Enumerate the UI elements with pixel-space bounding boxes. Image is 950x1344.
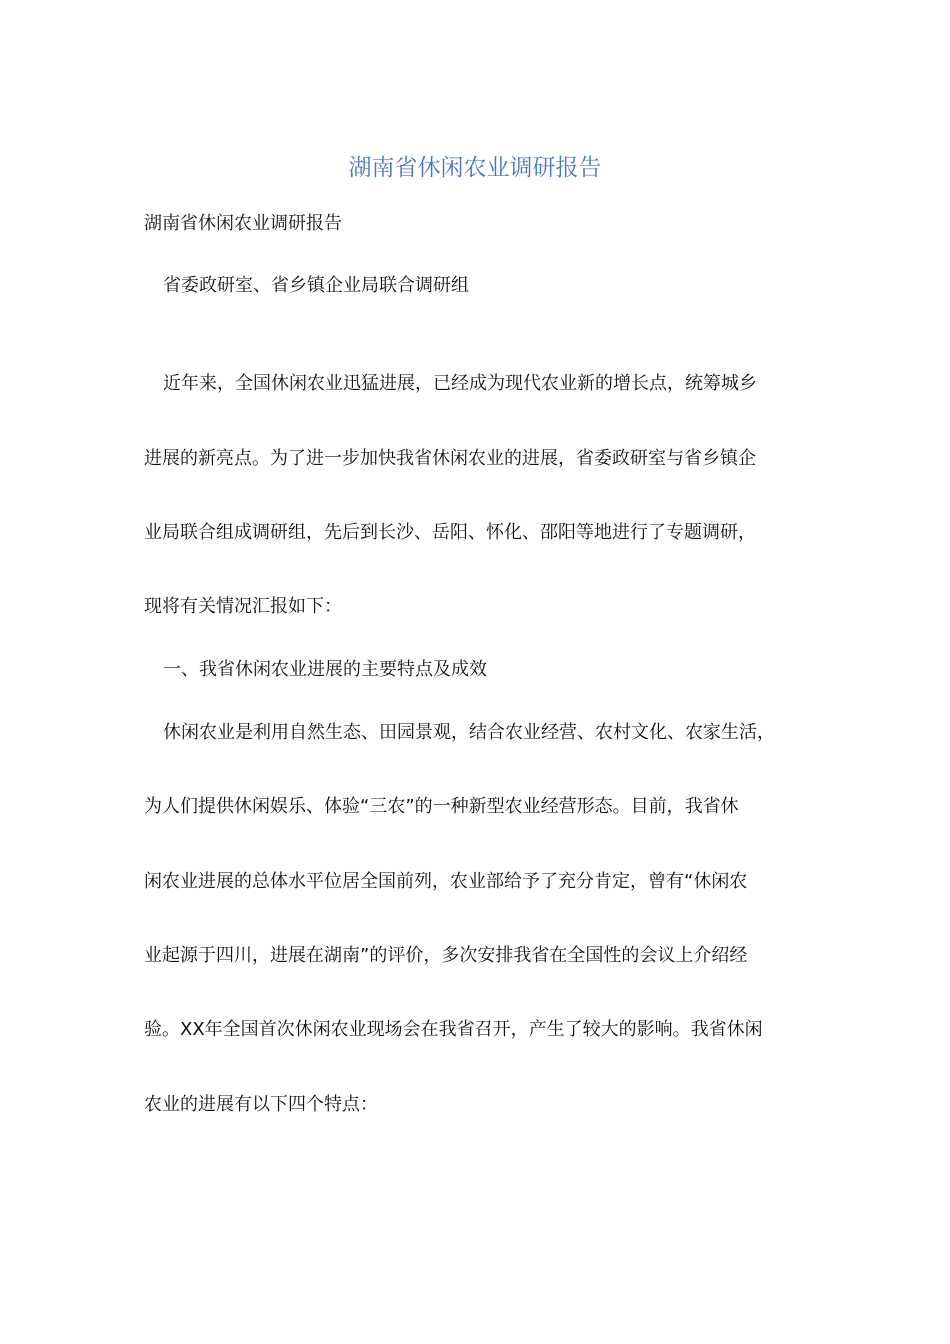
body-text-line: 休闲农业是利用自然生态、田园景观，结合农业经营、农村文化、农家生活， bbox=[163, 722, 775, 743]
body-text-line: 农业的进展有以下四个特点： bbox=[144, 1094, 378, 1115]
body-text-line: 验。XX年全国首次休闲农业现场会在我省召开，产生了较大的影响。我省休闲 bbox=[144, 1019, 763, 1040]
body-text-line: 现将有关情况汇报如下： bbox=[144, 596, 342, 617]
subtitle-line: 湖南省休闲农业调研报告 bbox=[144, 213, 342, 234]
body-text-line: 近年来，全国休闲农业迅猛进展，已经成为现代农业新的增长点，统筹城乡 bbox=[163, 373, 757, 394]
body-text-line: 为人们提供休闲娱乐、体验“三农”的一种新型农业经营形态。目前，我省休 bbox=[144, 796, 739, 817]
body-text-line: 进展的新亮点。为了进一步加快我省休闲农业的进展，省委政研室与省乡镇企 bbox=[144, 448, 756, 469]
body-text-line: 业局联合组成调研组，先后到长沙、岳阳、怀化、邵阳等地进行了专题调研， bbox=[144, 522, 756, 543]
section-heading: 一、我省休闲农业进展的主要特点及成效 bbox=[163, 659, 487, 680]
body-text-line: 闲农业进展的总体水平位居全国前列，农业部给予了充分肯定，曾有“休闲农 bbox=[144, 871, 748, 892]
author-line: 省委政研室、省乡镇企业局联合调研组 bbox=[163, 275, 469, 296]
body-text-line: 业起源于四川，进展在湖南”的评价，多次安排我省在全国性的会议上介绍经 bbox=[144, 945, 748, 966]
document-title: 湖南省休闲农业调研报告 bbox=[348, 155, 602, 181]
